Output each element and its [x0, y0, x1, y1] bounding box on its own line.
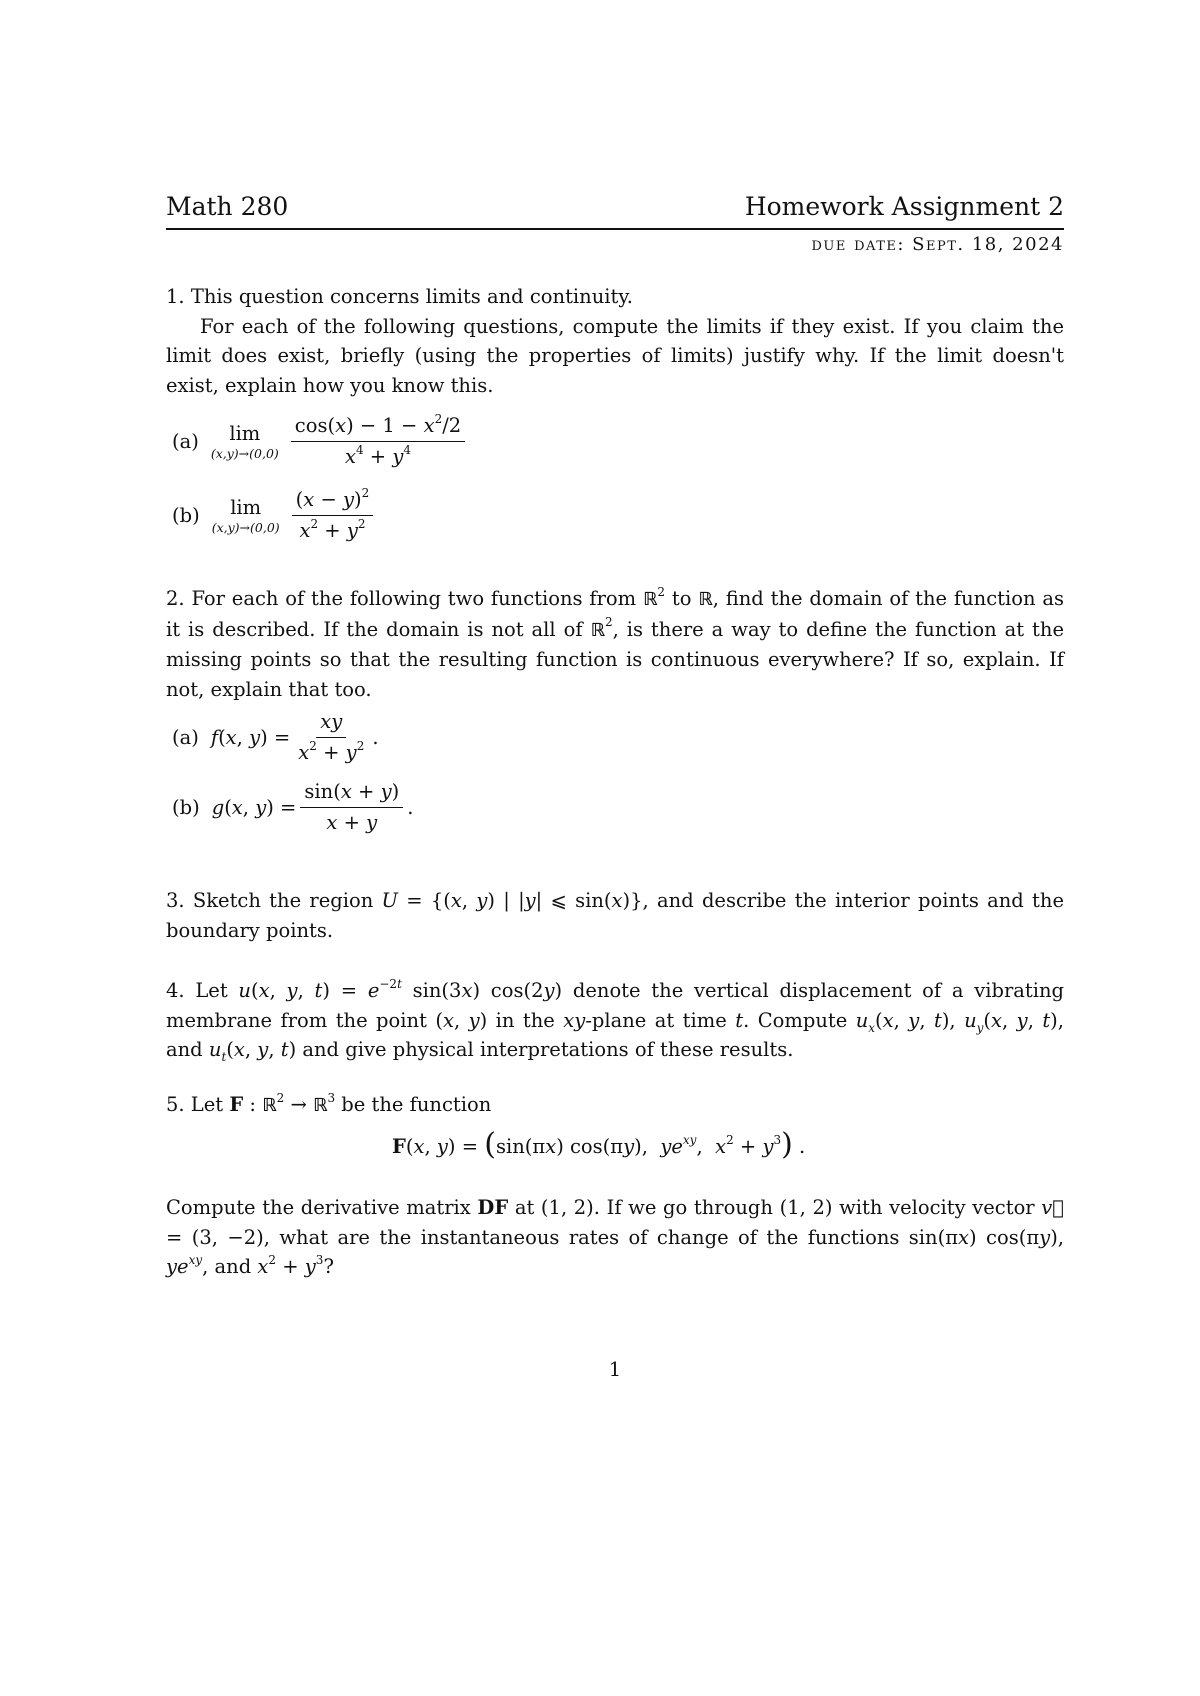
question-1-instructions: For each of the following questions, compute the limits if they exist. If you claim the limit does exist, briefly (using the properties of limits) justify why. If the limit doesn't exist, explain how you know this. — [166, 314, 1064, 397]
question-3: 3. Sketch the region U = {(x, y) | |y| ⩽ sin(x)}, and describe the interior points and the boundary points. — [166, 889, 1064, 942]
part-label: (a) — [172, 726, 199, 749]
question-2: 2. For each of the following two functions from ℝ$^2$ to ℝ, find the domain of the function as it is described. If the domain is not all of ℝ$^2$, is there a way to define the function at the missing points so that the resulting function is continuous everywhere? If so, explain. If not, explain that too. — [166, 584, 1064, 701]
header-rule — [166, 228, 1064, 230]
question-2b-equation: (b) g(x, y) = $\frac{\sin(x + y)}{x + y}$ . — [172, 780, 414, 834]
fraction: $\frac{\cos(x) - 1 - x^2/2}{x^4 + y^4}$ — [291, 414, 465, 469]
assignment-title: Homework Assignment 2 — [744, 192, 1064, 221]
question-1-intro: 1. This question concerns limits and continuity. — [166, 285, 633, 308]
question-1 — [166, 282, 1064, 400]
limit-operator: lim (x,y)→(0,0) — [211, 495, 280, 535]
part-label: (a) — [172, 430, 199, 453]
question-1a-equation — [172, 411, 469, 469]
limit-operator: lim (x,y)→(0,0) — [210, 421, 279, 461]
fraction: $\frac{\sin(x + y)}{x + y}$ — [300, 780, 403, 835]
question-1b-equation — [172, 485, 377, 543]
page-header — [166, 192, 1064, 228]
question-5-intro: 5. Let F : ℝ$^2$ → ℝ$^3$ be the function — [166, 1090, 492, 1116]
question-5-equation: F(x, y) = (sin(πx) cos(πy), $ye^{xy}$, $x^2 + y^3$) . — [392, 1127, 806, 1162]
fraction: $\frac{xy}{x^2 + y^2}$ — [298, 710, 365, 764]
part-label: (b) — [172, 796, 200, 819]
question-2a-equation: (a) f(x, y) = $\frac{xy}{x^2 + y^2}$ . — [172, 710, 379, 764]
due-date-value: Sept. 18, 2024 — [912, 234, 1064, 255]
due-date-label: due date: — [811, 234, 905, 255]
due-date — [812, 234, 1065, 255]
question-5-body: Compute the derivative matrix DF at (1, 2). If we go through (1, 2) with velocity vector v⃗ = (3, −2), what are the instantaneous rates of change of the functions sin(πx) cos(πy), $ye^{xy}$, and $x^2 + y^3$? — [166, 1196, 1064, 1278]
part-label: (b) — [172, 504, 200, 527]
course-name: Math 280 — [166, 192, 289, 221]
question-4: 4. Let u(x, y, $t) = e^{-2t}$ sin(3x) cos(2y) denote the vertical displacement of a vibrating membrane from the point (x, y) in the xy-plane at time t. Compute $u_x(x$, y, t), $u_y(x$, y, t), and $u_t(x$, y, t) and give physical interpretations of these results. — [166, 976, 1065, 1064]
fraction: $\frac{(x - y)^2}{x^2 + y^2}$ — [292, 488, 374, 543]
page-number: 1 — [608, 1358, 622, 1381]
